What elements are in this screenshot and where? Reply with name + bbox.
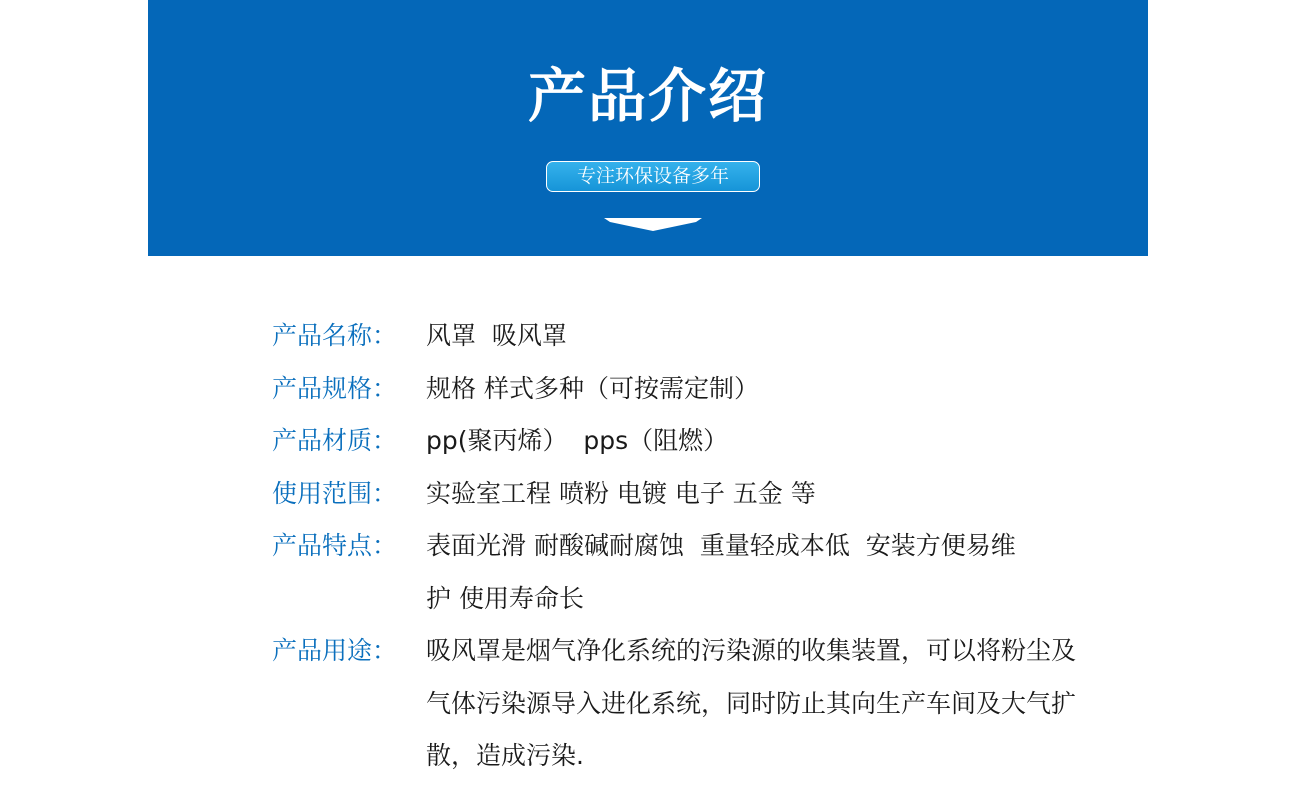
spec-value: 风罩 吸风罩 [426,321,567,350]
spec-row-name [272,310,1102,363]
spec-row-size [272,363,1102,416]
spec-row-material [272,415,1102,468]
spec-label: 产品特点： [272,531,398,560]
chevron-down-icon [604,218,702,232]
spec-value: pp(聚丙烯） pps（阻燃） [426,426,729,455]
spec-list [272,310,1102,783]
spec-row-usage [272,625,1102,783]
tagline-badge: 专注环保设备多年 [546,161,760,192]
spec-row-features [272,520,1102,625]
spec-value: 实验室工程 喷粉 电镀 电子 五金 等 [426,478,816,508]
spec-label: 产品用途： [272,636,398,665]
spec-label: 产品名称： [272,321,398,350]
spec-label: 产品材质： [272,426,398,455]
spec-label: 产品规格： [272,373,398,403]
spec-value: 表面光滑 耐酸碱耐腐蚀 重量轻成本低 安装方便易维护 使用寿命长 [426,531,1016,613]
page-title: 产品介绍 [527,62,768,130]
spec-value: 吸风罩是烟气净化系统的污染源的收集装置，可以将粉尘及气体污染源导入进化系统，同时防止其向生产车间及大气扩散，造成污染. [426,636,1077,770]
spec-row-scope [272,468,1102,521]
spec-label: 使用范围： [272,478,398,508]
spec-value: 规格 样式多种（可按需定制） [426,373,759,403]
header-banner [148,0,1148,256]
